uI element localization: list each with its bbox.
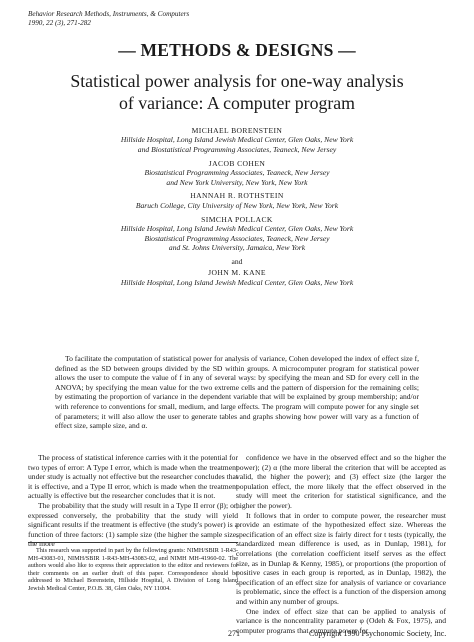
page-number: 271 xyxy=(228,629,240,638)
journal-name: Behavior Research Methods, Instruments, & Computers xyxy=(28,10,190,18)
footnote: This research was supported in part by the following grants: NIMH/SBIR 1-R43-MH-43083-01, NIMH/SBIR 1-R43-MH-43083-02, and NIMH MH-41960-02. The authors would also like to express their appreciation to the editor and reviewers for their comments on an earlier draft of this paper. Correspondence should be addressed to Michael Borenstein, Hillside Hospital, A Division of Long Island Jewish Medical Center, P.O.B. 38, Glen Oaks, NY 11004. xyxy=(28,542,238,593)
body-paragraph: The process of statistical inference carries with it the potential for two types of error: A Type I error, which is made when the treatment under study is actually not effective but the researcher concludes that it is effective, and a Type II error, which is made when the treatment actually is effective but the researcher concludes that it is not. xyxy=(28,453,238,501)
author-list xyxy=(20,126,454,292)
journal-citation xyxy=(28,10,189,27)
author-affiliation: Hillside Hospital, Long Island Jewish Medical Center, Glen Oaks, New York xyxy=(120,135,354,145)
abstract: To facilitate the computation of statistical power for analysis of variance, Cohen developed the index of effect size f, defined as the SD between groups divided by the SD within groups. A microcomputer program for statistical power allows the user to compute the value of f in any of several ways: by specifying the mean and SD for every cell in the ANOVA; by specifying the mean value for the two extreme cells and the pattern of dispersion for the remaining cells; by estimating the proportion of variance in the dependent variable that will be explained by group membership; and/or with reference to conventions for small, medium, and large effects. The program will compute power for any single set of parameters; it will also allow the user to generate tables and graphs showing how power will vary as a function of effect size, sample size, and α. xyxy=(55,354,419,431)
author-name: MICHAEL BORENSTEIN xyxy=(191,126,283,135)
body-paragraph: It follows that in order to compute power, the researcher must provide an estimate of the hypothesized effect size. Whereas the specification of an effect size is fairly direct for t tests (typically, the standardized mean difference is used, as in Dunlap, 1981), for correlations (the correlation coefficient itself serves as the effect size, as in Dunlap & Kenny, 1985), or proportions (the proportion of positive cases in each group is reported, as in Dunlap, 1982), the specification of an effect size for analysis of variance or covariance is problematic, since the effect is a function of the dispersion among and within any number of groups. xyxy=(236,510,446,606)
author-name: JOHN M. KANE xyxy=(208,268,266,278)
journal-volume: 1990, 22 (3), 271-282 xyxy=(28,18,91,27)
section-heading: — METHODS & DESIGNS — xyxy=(118,40,356,60)
body-column-right xyxy=(236,453,446,635)
article-title-line1: Statistical power analysis for one-way analysis xyxy=(70,71,404,91)
body-column-left xyxy=(28,453,238,549)
body-paragraph: confidence we have in the observed effect and so the higher the power); (2) α (the more liberal the criterion that will be accepted as valid, the higher the power); and (3) effect size (the larger the population effect, the more likely that the effect observed in the study will meet the criterion for statistical significance, and the higher the power). xyxy=(236,453,446,510)
article-title-line2: of variance: A computer program xyxy=(118,93,355,113)
author-block xyxy=(20,191,454,210)
author-affiliation: and New York University, New York, New York xyxy=(166,177,308,187)
author-block xyxy=(20,215,454,253)
author-block xyxy=(20,159,454,187)
author-affiliation: Hillside Hospital, Long Island Jewish Medical Center, Glen Oaks, New York xyxy=(120,224,354,234)
author-affiliation: Baruch College, City University of New York, New York, New York xyxy=(135,200,339,210)
author-affiliation: Hillside Hospital, Long Island Jewish Medical Center, Glen Oaks, New York xyxy=(120,277,354,287)
author-block xyxy=(20,268,454,287)
author-name: HANNAH R. ROTHSTEIN xyxy=(190,191,284,201)
body-paragraph: One index of effect size that can be applied to analysis of variance is the noncentrality parameter φ (Odeh & Fox, 1975), and computer programs that compute power for xyxy=(236,606,446,635)
author-name: JACOB COHEN xyxy=(208,158,266,168)
copyright-notice: Copyright 1990 Psychonomic Society, Inc. xyxy=(309,629,447,638)
author-affiliation: Biostatistical Programming Associates, Teaneck, New Jersey xyxy=(144,233,330,243)
body-paragraph: The probability that the study will result in a Type II error (β); or, expressed conversely, the probability that the study will yield significant results if the treatment is effective (the study's power) is a function of three factors: (1) sample size (the higher the sample size, the more xyxy=(28,500,238,549)
author-block xyxy=(20,126,454,154)
author-affiliation: and St. Johns University, Jamaica, New York xyxy=(168,242,306,252)
author-affiliation: and Biostatistical Programming Associates, Teaneck, New Jersey xyxy=(137,144,337,154)
author-affiliation: Biostatistical Programming Associates, Teaneck, New Jersey xyxy=(144,168,330,178)
article-title xyxy=(0,70,474,114)
and-separator: and xyxy=(231,256,243,266)
author-name: SIMCHA POLLACK xyxy=(201,214,273,224)
